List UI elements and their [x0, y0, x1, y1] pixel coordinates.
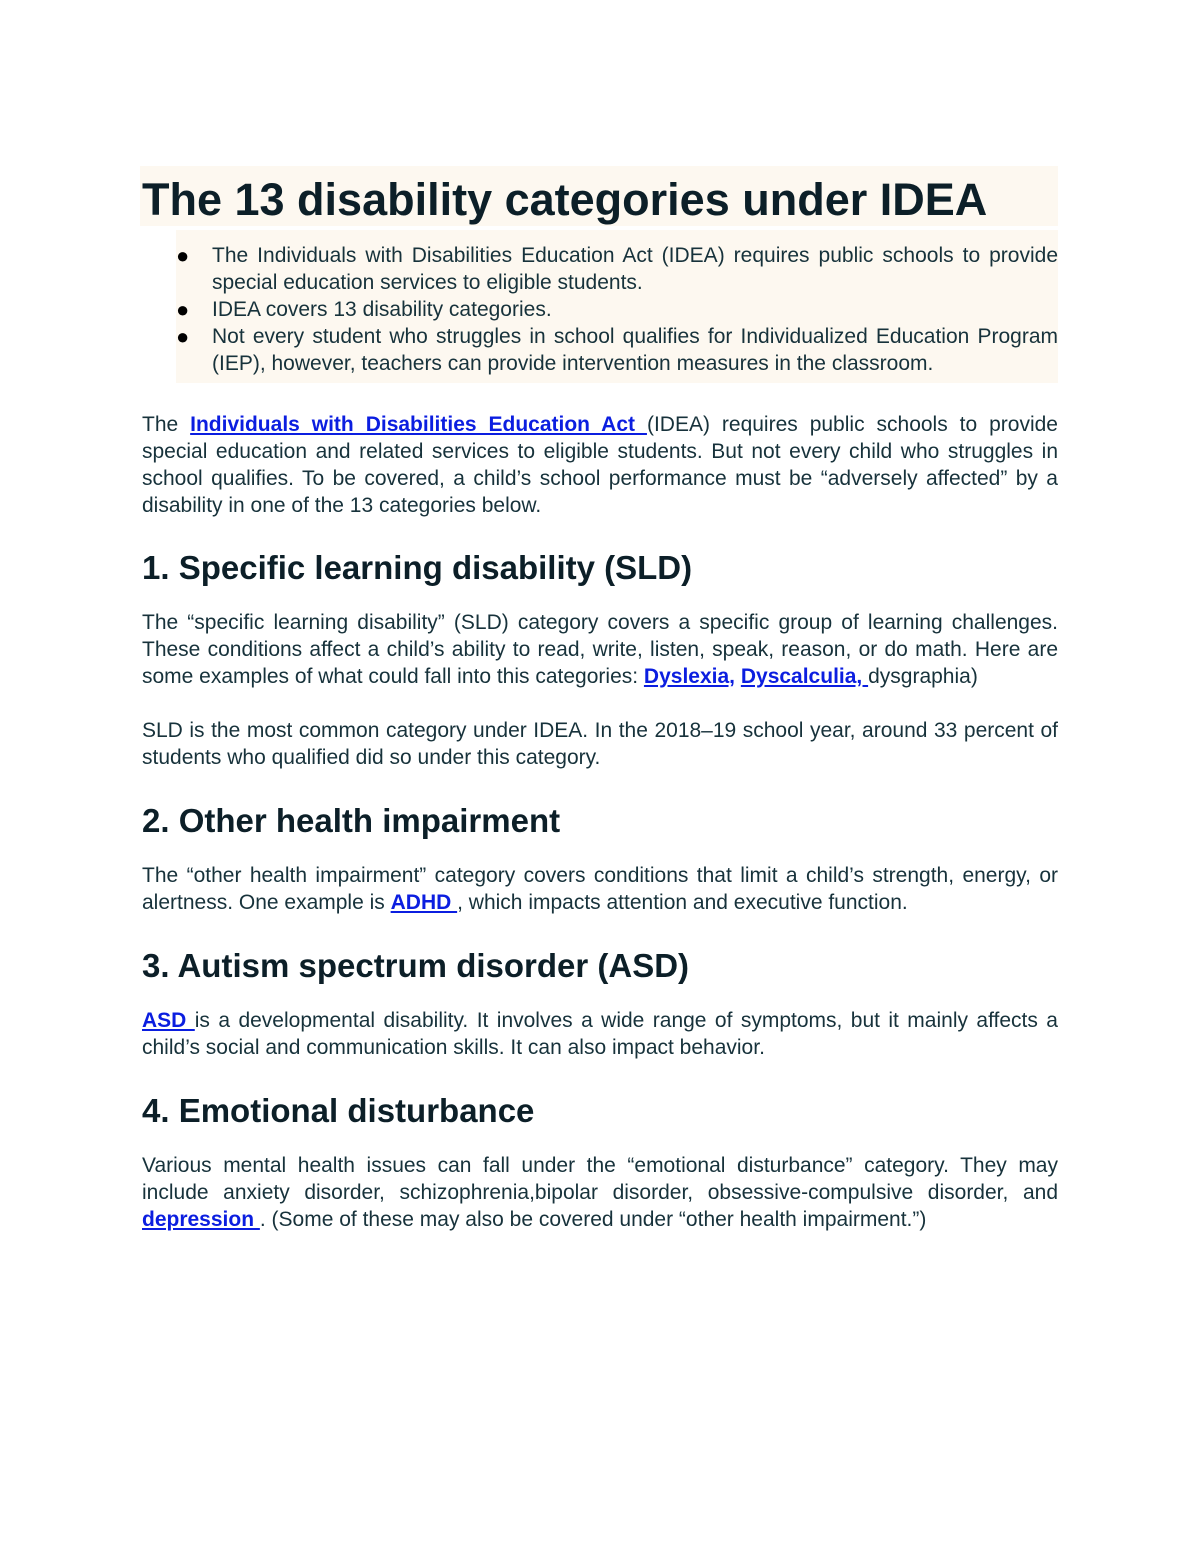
section-heading-ohi: 2. Other health impairment [142, 802, 561, 839]
emotional-text-pre: Various mental health issues can fall under the “emotional disturbance” category. They may include anxiety disorder, schizophrenia,bipolar disorder, obsessive-compulsive disorder, and [142, 1154, 1058, 1204]
section-heading-sld: 1. Specific learning disability (SLD) [142, 549, 693, 586]
asd-text-post: is a developmental disability. It involves a wide range of symptoms, but it mainly affects a child’s social and communication skills. It can also impact behavior. [142, 1009, 1058, 1059]
bullet-icon: ● [176, 324, 190, 349]
asd-link[interactable]: ASD [142, 1009, 195, 1032]
bullet-icon: ● [176, 243, 190, 268]
summary-item [176, 242, 1058, 296]
summary-item-text: Not every student who struggles in school qualifies for Individualized Education Program (IEP), however, teachers can provide intervention measures in the classroom. [212, 325, 1058, 375]
adhd-link[interactable]: ADHD [390, 891, 458, 914]
idea-act-link[interactable]: Individuals with Disabilities Education Act [190, 413, 647, 436]
page-title: The 13 disability categories under IDEA [142, 174, 988, 225]
ohi-paragraph [142, 862, 1058, 916]
section-heading-emotional: 4. Emotional disturbance [142, 1092, 535, 1129]
ohi-text-post: , which impacts attention and executive function. [457, 891, 908, 914]
dyscalculia-link[interactable]: Dyscalculia, [740, 665, 869, 688]
document-page [142, 166, 1058, 1233]
sld-stats-paragraph: SLD is the most common category under IDEA. In the 2018–19 school year, around 33 percent of students who qualified did so under this category. [142, 719, 1058, 769]
emotional-text-post: . (Some of these may also be covered under “other health impairment.”) [259, 1208, 927, 1231]
asd-paragraph [142, 1007, 1058, 1061]
sld-text-pre: The “specific learning disability” (SLD) category covers a specific group of learning challenges. These conditions affect a child’s ability to read, write, listen, speak, reason, or do math. Here are some examples of what could fall into this categories: [142, 611, 1058, 688]
emotional-paragraph [142, 1152, 1058, 1233]
intro-text-post: (IDEA) requires public schools to provide special education and related services to eligible students. But not every child who struggles in school qualifies. To be covered, a child’s school performance must be “adversely affected” by a disability in one of the 13 categories below. [142, 413, 1058, 517]
intro-paragraph [142, 411, 1058, 519]
summary-item [176, 296, 1058, 323]
summary-item-text: IDEA covers 13 disability categories. [212, 298, 552, 321]
intro-text-pre: The [142, 413, 191, 436]
dyslexia-link[interactable]: Dyslexia, [643, 665, 735, 688]
summary-list [176, 230, 1058, 383]
section-heading-asd: 3. Autism spectrum disorder (ASD) [142, 947, 690, 984]
bullet-icon: ● [176, 297, 190, 322]
sld-paragraph [142, 609, 1058, 690]
ohi-text-pre: The “other health impairment” category covers conditions that limit a child’s strength, energy, or alertness. One example is [142, 864, 1058, 914]
sld-text-post: dysgraphia) [868, 665, 978, 688]
summary-item [176, 323, 1058, 377]
depression-link[interactable]: depression [142, 1208, 260, 1231]
summary-item-text: The Individuals with Disabilities Education Act (IDEA) requires public schools to provide special education services to eligible students. [212, 244, 1058, 294]
